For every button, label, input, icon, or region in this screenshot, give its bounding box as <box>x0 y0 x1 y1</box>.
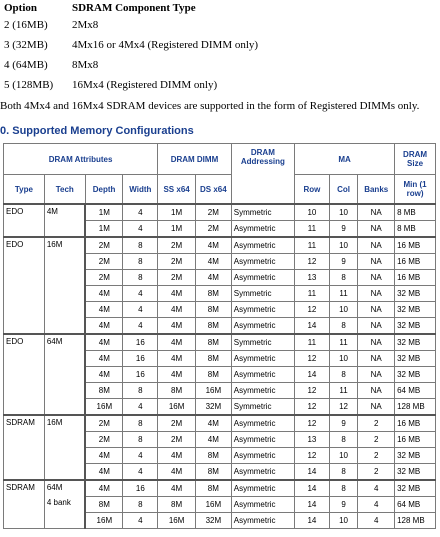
tech-label: 16M <box>46 418 63 427</box>
ss-x64-cell: 1M <box>158 221 196 238</box>
ds-x64-cell: 2M <box>195 221 231 238</box>
row-cell: 12 <box>295 351 330 367</box>
option-value: 4 (64MB) <box>4 59 48 71</box>
banks-cell: 2 <box>358 464 395 481</box>
col-cell: 10 <box>329 237 358 254</box>
row-cell: 11 <box>295 221 330 238</box>
addressing-cell: Asymmetric <box>231 497 294 513</box>
depth-cell: 8M <box>85 497 123 513</box>
width-cell: 16 <box>123 367 158 383</box>
component-type-value: 2Mx8 <box>72 19 99 31</box>
tech-cell <box>44 480 85 529</box>
depth-cell: 2M <box>85 432 123 448</box>
ss-x64-cell: 2M <box>158 432 196 448</box>
ds-x64-cell: 8M <box>195 318 231 335</box>
depth-cell: 2M <box>85 270 123 286</box>
col-cell: 9 <box>329 254 358 270</box>
depth-cell: 4M <box>85 367 123 383</box>
col-cell: 8 <box>329 270 358 286</box>
addressing-cell: Asymmetric <box>231 513 294 529</box>
ds-x64-cell: 8M <box>195 464 231 481</box>
type-cell: EDO <box>4 204 45 237</box>
banks-cell: 4 <box>358 497 395 513</box>
addressing-cell: Asymmetric <box>231 254 294 270</box>
ss-x64-cell: 4M <box>158 480 196 497</box>
table-row <box>4 415 436 432</box>
component-type-value: 8Mx8 <box>72 59 99 71</box>
width-cell: 8 <box>123 237 158 254</box>
component-type-value: 16Mx4 (Registered DIMM only) <box>72 79 218 91</box>
row-cell: 14 <box>295 513 330 529</box>
ss-x64-cell: 4M <box>158 351 196 367</box>
depth-cell: 4M <box>85 480 123 497</box>
row-cell: 12 <box>295 448 330 464</box>
row-cell: 11 <box>295 286 330 302</box>
depth-cell: 1M <box>85 221 123 238</box>
row-cell: 14 <box>295 497 330 513</box>
min-size-cell: 64 MB <box>395 383 436 399</box>
ds-x64-cell: 8M <box>195 448 231 464</box>
banks-cell: NA <box>358 383 395 399</box>
addressing-cell: Asymmetric <box>231 480 294 497</box>
min-size-cell: 16 MB <box>395 237 436 254</box>
ss-x64-cell: 1M <box>158 204 196 221</box>
row-cell: 12 <box>295 383 330 399</box>
width-cell: 4 <box>123 513 158 529</box>
sub-header-row <box>4 175 436 205</box>
row-cell: 10 <box>295 204 330 221</box>
table-row <box>4 334 436 351</box>
depth-cell: 2M <box>85 254 123 270</box>
width-cell: 4 <box>123 399 158 416</box>
ss-x64-cell: 4M <box>158 318 196 335</box>
banks-cell: 2 <box>358 415 395 432</box>
width-cell: 4 <box>123 464 158 481</box>
ds-x64-cell: 4M <box>195 270 231 286</box>
banks-cell: NA <box>358 302 395 318</box>
depth-cell: 4M <box>85 334 123 351</box>
row-cell: 13 <box>295 432 330 448</box>
width-cell: 4 <box>123 448 158 464</box>
ss-x64-cell: 4M <box>158 286 196 302</box>
row-cell: 12 <box>295 399 330 416</box>
min-size-cell: 32 MB <box>395 318 436 335</box>
depth-cell: 2M <box>85 415 123 432</box>
component-type-value: 4Mx16 or 4Mx4 (Registered DIMM only) <box>72 39 259 51</box>
ds-x64-cell: 32M <box>195 513 231 529</box>
row-cell: 11 <box>295 334 330 351</box>
banks-cell: NA <box>358 318 395 335</box>
ds-x64-cell: 8M <box>195 351 231 367</box>
option-value: 5 (128MB) <box>4 79 54 91</box>
row-column-header: Row <box>295 175 330 205</box>
row-cell: 14 <box>295 318 330 335</box>
col-cell: 10 <box>329 204 358 221</box>
ds-x64-cell: 8M <box>195 480 231 497</box>
col-cell: 9 <box>329 497 358 513</box>
depth-cell: 8M <box>85 383 123 399</box>
ds-x64-cell: 32M <box>195 399 231 416</box>
addressing-cell: Asymmetric <box>231 415 294 432</box>
ss-x64-cell: 4M <box>158 464 196 481</box>
col-cell: 10 <box>329 448 358 464</box>
tech-label: 64M <box>46 337 63 346</box>
min-size-cell: 16 MB <box>395 254 436 270</box>
banks-cell: NA <box>358 399 395 416</box>
banks-cell: 2 <box>358 448 395 464</box>
ma-header: MA <box>295 144 395 175</box>
depth-cell: 16M <box>85 399 123 416</box>
addressing-cell: Symmetric <box>231 204 294 221</box>
depth-cell: 2M <box>85 237 123 254</box>
depth-cell: 4M <box>85 302 123 318</box>
type-cell: SDRAM <box>4 480 45 529</box>
dram-addressing-header: DRAM Addressing <box>231 144 294 205</box>
row-cell: 12 <box>295 415 330 432</box>
addressing-cell: Asymmetric <box>231 237 294 254</box>
table-row <box>4 237 436 254</box>
type-column-header: Type <box>4 175 45 205</box>
ds-x64-cell: 16M <box>195 497 231 513</box>
col-cell: 8 <box>329 464 358 481</box>
row-cell: 14 <box>295 464 330 481</box>
row-cell: 14 <box>295 480 330 497</box>
ss-x64-cell: 2M <box>158 237 196 254</box>
ss-x64-cell: 4M <box>158 367 196 383</box>
tech-label: 4M <box>46 207 58 216</box>
dram-attributes-header: DRAM Attributes <box>4 144 158 175</box>
col-cell: 8 <box>329 318 358 335</box>
addressing-cell: Asymmetric <box>231 302 294 318</box>
width-cell: 8 <box>123 432 158 448</box>
option-row <box>4 55 258 75</box>
min-size-cell: 16 MB <box>395 270 436 286</box>
addressing-cell: Symmetric <box>231 286 294 302</box>
col-cell: 10 <box>329 351 358 367</box>
ss-x64-cell: 8M <box>158 383 196 399</box>
min-size-cell: 64 MB <box>395 497 436 513</box>
row-cell: 12 <box>295 254 330 270</box>
figure-title: 0. Supported Memory Configurations <box>0 125 194 137</box>
banks-cell: NA <box>358 334 395 351</box>
col-cell: 8 <box>329 367 358 383</box>
min-size-cell: 32 MB <box>395 302 436 318</box>
col-cell: 9 <box>329 221 358 238</box>
row-cell: 12 <box>295 302 330 318</box>
addressing-cell: Asymmetric <box>231 351 294 367</box>
depth-column-header: Depth <box>85 175 123 205</box>
width-cell: 4 <box>123 204 158 221</box>
banks-cell: NA <box>358 221 395 238</box>
addressing-cell: Asymmetric <box>231 448 294 464</box>
col-cell: 11 <box>329 334 358 351</box>
ds-x64-cell: 8M <box>195 367 231 383</box>
tech-label: 64M <box>46 483 63 492</box>
depth-cell: 4M <box>85 351 123 367</box>
addressing-cell: Symmetric <box>231 399 294 416</box>
ss-x64-cell: 16M <box>158 399 196 416</box>
row-cell: 14 <box>295 367 330 383</box>
banks-cell: NA <box>358 351 395 367</box>
ds-x64-cell: 4M <box>195 254 231 270</box>
banks-cell: 4 <box>358 513 395 529</box>
width-cell: 4 <box>123 318 158 335</box>
width-cell: 8 <box>123 415 158 432</box>
banks-column-header: Banks <box>358 175 395 205</box>
addressing-cell: Asymmetric <box>231 221 294 238</box>
col-column-header: Col <box>329 175 358 205</box>
width-cell: 8 <box>123 254 158 270</box>
ds-x64-cell: 2M <box>195 204 231 221</box>
tech-cell <box>44 334 85 415</box>
col-cell: 10 <box>329 302 358 318</box>
min-size-cell: 8 MB <box>395 204 436 221</box>
width-cell: 4 <box>123 221 158 238</box>
min-size-cell: 16 MB <box>395 415 436 432</box>
type-cell: EDO <box>4 334 45 415</box>
group-header-row <box>4 144 436 175</box>
addressing-cell: Symmetric <box>231 334 294 351</box>
col-cell: 8 <box>329 480 358 497</box>
banks-cell: NA <box>358 204 395 221</box>
min-size-cell: 32 MB <box>395 367 436 383</box>
addressing-cell: Asymmetric <box>231 383 294 399</box>
addressing-cell: Asymmetric <box>231 367 294 383</box>
col-cell: 8 <box>329 432 358 448</box>
width-cell: 16 <box>123 334 158 351</box>
ss-x64-column-header: SS x64 <box>158 175 196 205</box>
width-cell: 8 <box>123 497 158 513</box>
width-column-header: Width <box>123 175 158 205</box>
depth-cell: 4M <box>85 448 123 464</box>
depth-cell: 4M <box>85 286 123 302</box>
min-size-cell: 32 MB <box>395 334 436 351</box>
col-cell: 9 <box>329 415 358 432</box>
option-row <box>4 35 258 55</box>
width-cell: 8 <box>123 383 158 399</box>
min-size-cell: 32 MB <box>395 464 436 481</box>
ds-x64-cell: 8M <box>195 302 231 318</box>
table-row <box>4 480 436 497</box>
depth-cell: 4M <box>85 318 123 335</box>
option-header-row <box>4 0 258 15</box>
min-size-cell: 128 MB <box>395 399 436 416</box>
min-size-cell: 32 MB <box>395 480 436 497</box>
banks-cell: 2 <box>358 432 395 448</box>
banks-cell: NA <box>358 254 395 270</box>
min-size-cell: 8 MB <box>395 221 436 238</box>
width-cell: 16 <box>123 351 158 367</box>
memory-table-body <box>4 204 436 529</box>
addressing-cell: Asymmetric <box>231 464 294 481</box>
ss-x64-cell: 2M <box>158 415 196 432</box>
min-size-cell: 32 MB <box>395 286 436 302</box>
banks-cell: NA <box>358 286 395 302</box>
ds-x64-cell: 8M <box>195 334 231 351</box>
min-size-cell: 128 MB <box>395 513 436 529</box>
col-cell: 12 <box>329 399 358 416</box>
addressing-cell: Asymmetric <box>231 318 294 335</box>
ds-x64-cell: 8M <box>195 286 231 302</box>
dram-dimm-header: DRAM DIMM <box>158 144 232 175</box>
min-size-column-header: Min (1 row) <box>395 175 436 205</box>
row-cell: 11 <box>295 237 330 254</box>
ss-x64-cell: 2M <box>158 270 196 286</box>
banks-cell: NA <box>358 367 395 383</box>
option-row <box>4 75 258 95</box>
tech-label: 16M <box>46 240 63 249</box>
ds-x64-cell: 16M <box>195 383 231 399</box>
ds-x64-cell: 4M <box>195 432 231 448</box>
ss-x64-cell: 8M <box>158 497 196 513</box>
min-size-cell: 32 MB <box>395 448 436 464</box>
type-cell: SDRAM <box>4 415 45 480</box>
component-option-table <box>4 0 258 95</box>
option-column-header: Option <box>4 1 38 14</box>
depth-cell: 1M <box>85 204 123 221</box>
width-cell: 4 <box>123 302 158 318</box>
depth-cell: 4M <box>85 464 123 481</box>
ss-x64-cell: 2M <box>158 254 196 270</box>
row-cell: 13 <box>295 270 330 286</box>
tech-bank-label: 4 bank <box>46 498 71 507</box>
tech-cell <box>44 415 85 480</box>
table-row <box>4 204 436 221</box>
ds-x64-cell: 4M <box>195 415 231 432</box>
option-row <box>4 15 258 35</box>
banks-cell: NA <box>358 270 395 286</box>
ss-x64-cell: 16M <box>158 513 196 529</box>
option-value: 3 (32MB) <box>4 39 48 51</box>
min-size-cell: 32 MB <box>395 351 436 367</box>
width-cell: 8 <box>123 270 158 286</box>
addressing-cell: Asymmetric <box>231 432 294 448</box>
tech-column-header: Tech <box>44 175 85 205</box>
banks-cell: NA <box>358 237 395 254</box>
tech-cell <box>44 237 85 334</box>
option-value: 2 (16MB) <box>4 19 48 31</box>
depth-cell: 16M <box>85 513 123 529</box>
ds-x64-column-header: DS x64 <box>195 175 231 205</box>
registered-dimm-note: Both 4Mx4 and 16Mx4 SDRAM devices are supported in the form of Registered DIMMs only. <box>0 100 420 112</box>
banks-cell: 4 <box>358 480 395 497</box>
ss-x64-cell: 4M <box>158 448 196 464</box>
min-size-cell: 16 MB <box>395 432 436 448</box>
col-cell: 10 <box>329 513 358 529</box>
width-cell: 16 <box>123 480 158 497</box>
ss-x64-cell: 4M <box>158 302 196 318</box>
type-cell: EDO <box>4 237 45 334</box>
memory-configurations-table <box>3 143 436 529</box>
addressing-cell: Asymmetric <box>231 270 294 286</box>
ss-x64-cell: 4M <box>158 334 196 351</box>
col-cell: 11 <box>329 383 358 399</box>
col-cell: 11 <box>329 286 358 302</box>
component-type-column-header: SDRAM Component Type <box>72 1 196 14</box>
tech-cell <box>44 204 85 237</box>
dram-size-header: DRAM Size <box>395 144 436 175</box>
ds-x64-cell: 4M <box>195 237 231 254</box>
width-cell: 4 <box>123 286 158 302</box>
